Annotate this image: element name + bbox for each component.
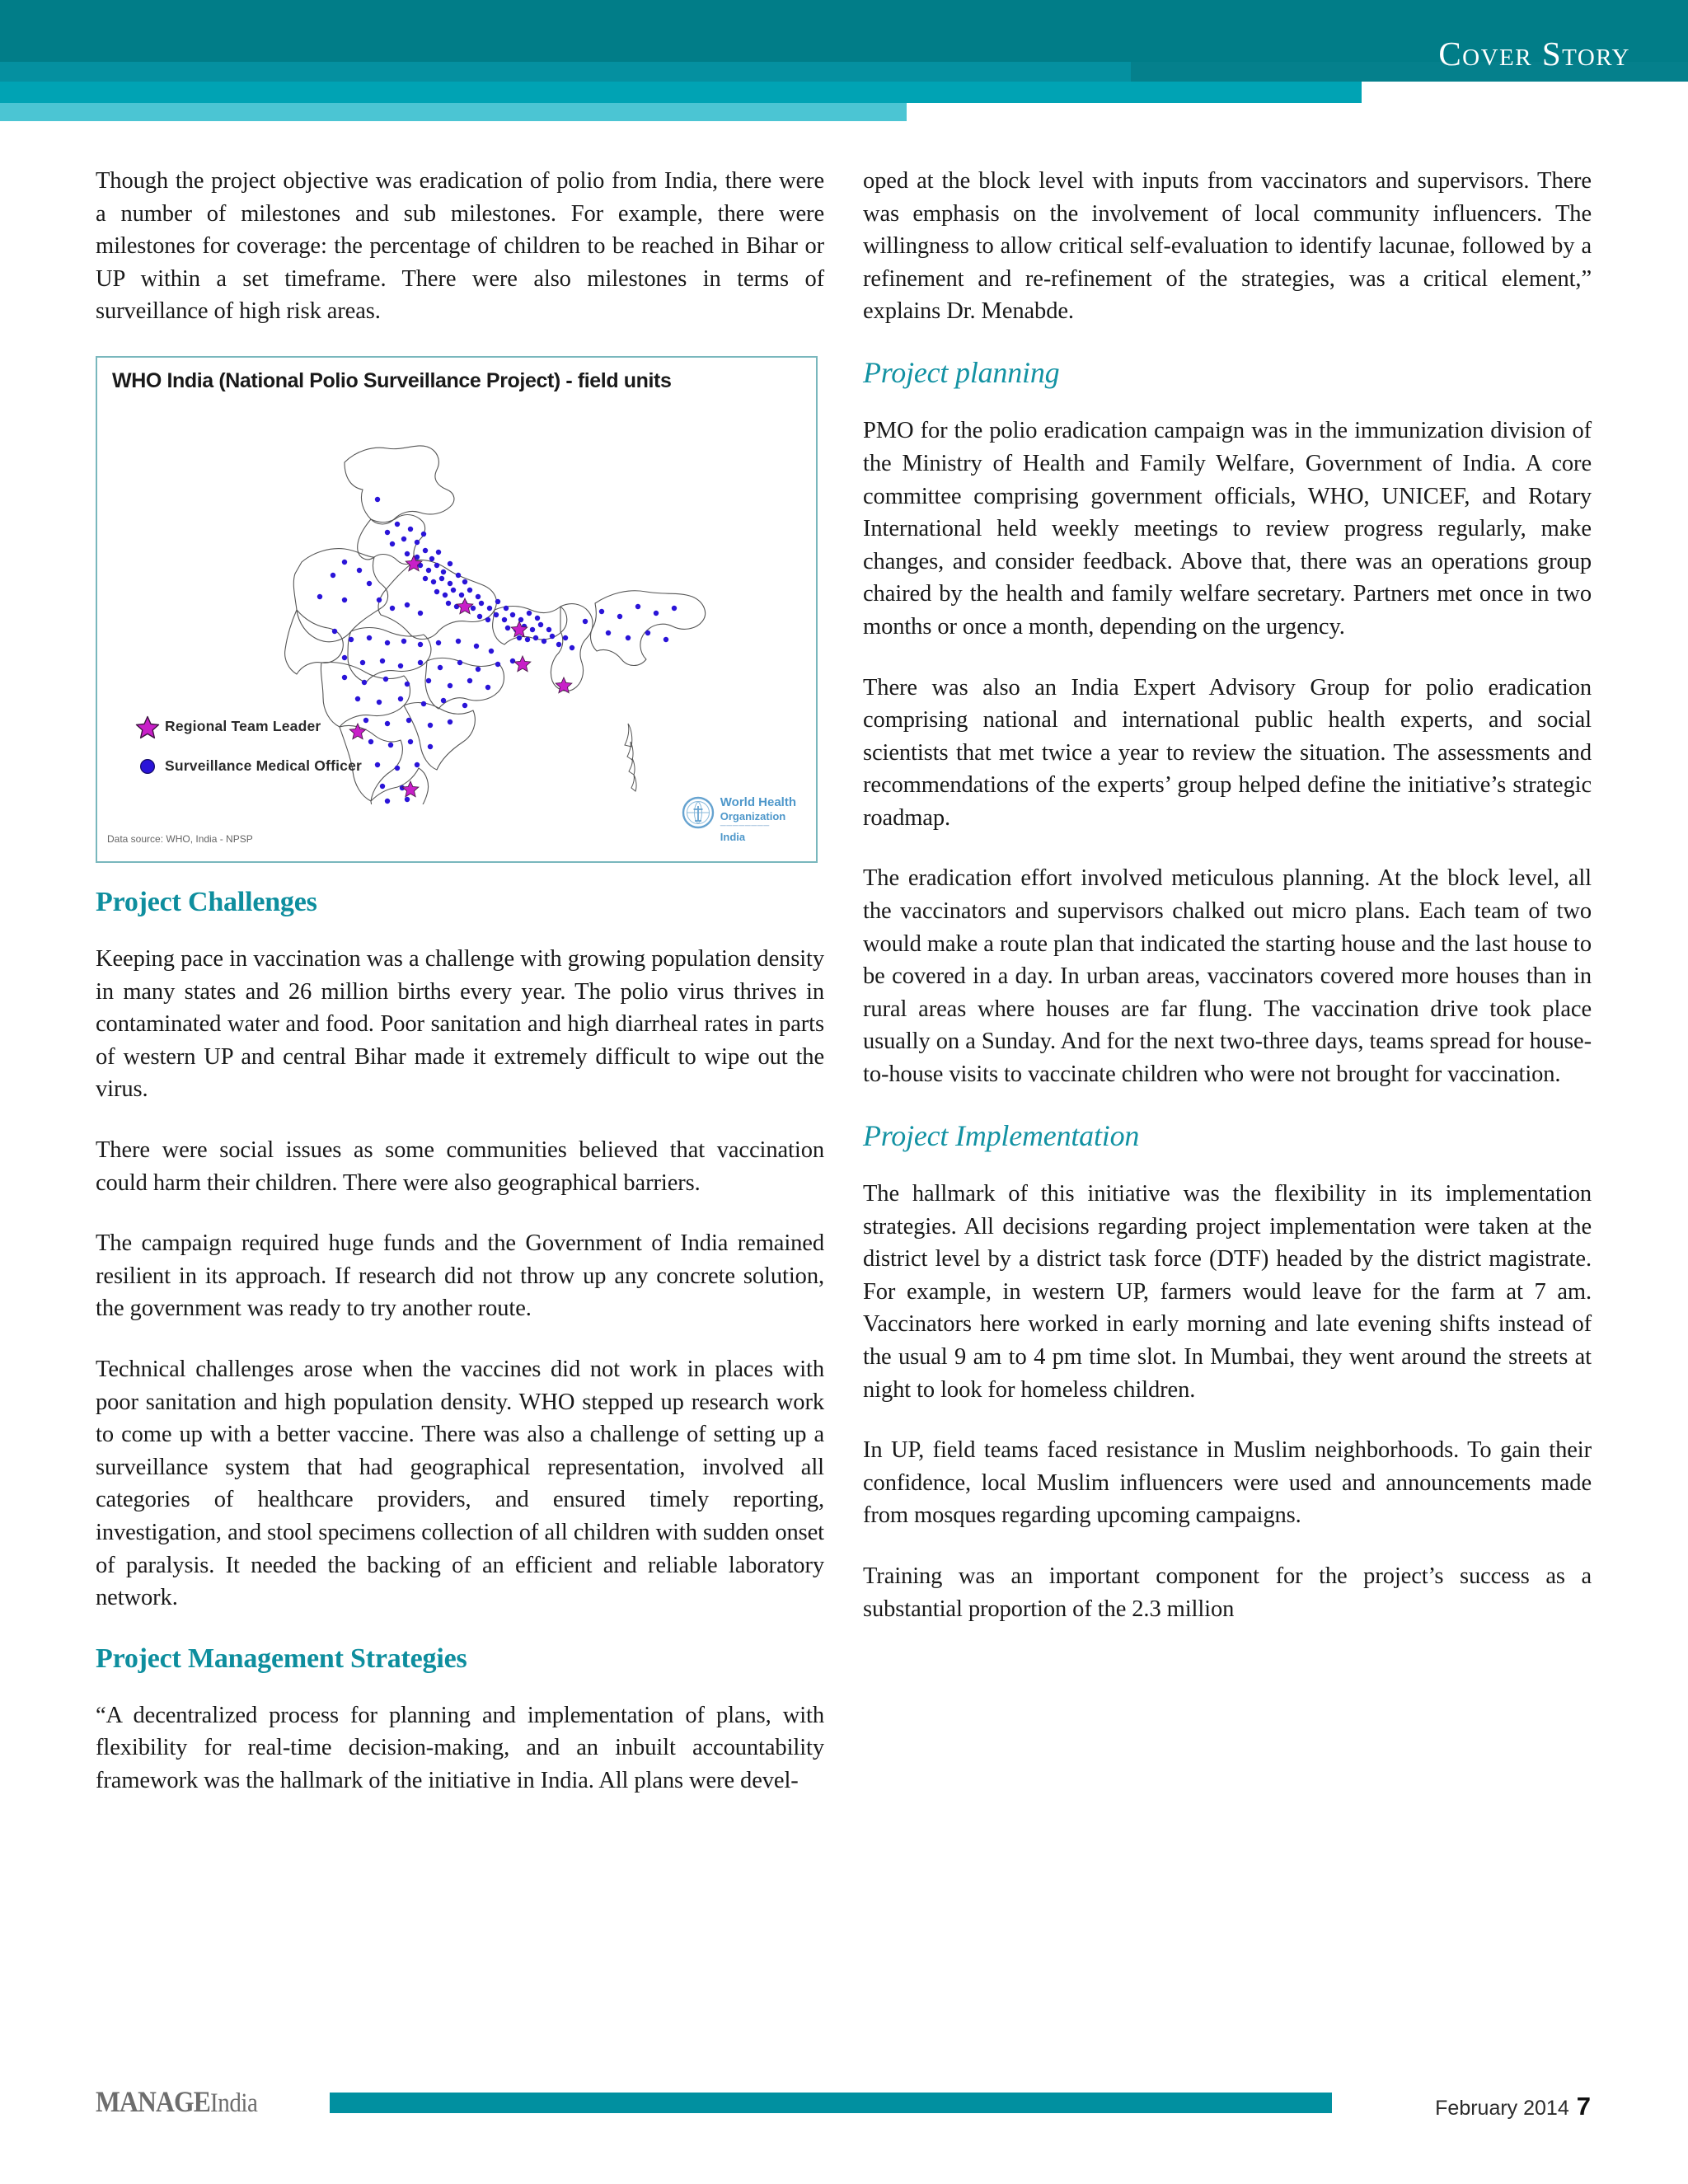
who-logo-line2: Organization [720,809,786,823]
who-logo-line3: India [720,830,746,843]
page-footer [0,2083,1688,2123]
page-content [96,165,1592,1797]
paragraph: Training was an important component for the project’s success as a substantial proportion of the 2.3 million [863,1563,1592,1622]
masthead-band-light [0,103,907,121]
page-masthead [0,0,1688,109]
paragraph: oped at the block level with inputs from vaccinators and supervisors. There was emphasis on the involvement of local community influencers. The willingness to allow critical self-evaluation to identify lacunae, followed by a refinement and re-refinement of the strategies, was a critical element,” explains Dr. Menabde. [863,168,1592,325]
left-column [96,165,824,1797]
page-number: 7 [1576,2092,1591,2121]
paragraph: The eradication effort involved meticulous planning. At the block level, all the vaccinators and supervisors chalked out micro plans. Each team of two would make a route plan that indicated the starting house and the last house to be covered in a day. In urban areas, vaccinators covered more houses than in rural areas where houses are far flung. The vaccination drive took place usually on a Sunday. And for the next two-three days, teams spread for house-to-house visits to vaccinate children who were not brought for vaccination. [863,865,1592,1088]
legend-label: Regional Team Leader [165,718,321,735]
who-logo-rule: ———————— [720,823,770,829]
masthead-band-bright [0,82,1362,103]
section-heading-project-challenges: Project Challenges [96,886,317,917]
footer-meta [1435,2092,1591,2121]
paragraph: There was also an India Expert Advisory Group for polio eradication comprising national and international public health experts, and social scientists that met twice a year to review the situation. The assessments and recommendations of the experts’ group helped define the initiative’s strategic roadmap. [863,674,1592,831]
paragraph: “A decentralized process for planning and implementation of plans, with flexibility for real-time decision-making, and an inbuilt accountability framework was the hallmark of the initiative in India. All plans were devel- [96,1702,824,1794]
publication-logo [96,2085,258,2120]
figure-source-note: Data source: WHO, India - NPSP [107,832,253,845]
paragraph: The campaign required huge funds and the Government of India remained resilient in its approach. If research did not throw up any concrete solution, the government was ready to try another route. [96,1230,824,1322]
brand-secondary: India [210,2088,258,2118]
figure-caption: WHO India (National Polio Surveillance Project) - field units [112,368,672,392]
legend-label: Surveillance Medical Officer [165,757,363,775]
paragraph: Keeping pace in vaccination was a challenge with growing population density in many states and 26 million births every year. The polio virus thrives in contaminated water and food. Poor sanitation and high diarrheal rates in parts of western UP and central Bihar made it extremely difficult to wipe out the virus. [96,946,824,1103]
masthead-band-medium [0,62,1131,82]
paragraph: There were social issues as some communities believed that vaccination could harm their children. There were also geographical barriers. [96,1137,824,1196]
two-column-layout [96,165,1592,1797]
who-india-field-units-figure [96,356,818,863]
section-title: Cover Story [1438,35,1630,73]
circle-icon [130,757,165,776]
star-icon [130,715,165,739]
right-column [863,165,1592,1625]
legend-item-regional-team-leader [130,716,460,738]
who-logo-text [720,796,796,843]
who-logo [682,796,796,843]
footer-divider-bar [330,2093,1332,2113]
paragraph: Though the project objective was eradication of polio from India, there were a number of milestones and sub milestones. For example, there were milestones for coverage: the percentage of children to be reached in Bihar or UP within a set timeframe. There were also milestones in terms of surveillance of high risk areas. [96,168,824,325]
brand-primary: MANAGE [96,2085,211,2118]
paragraph: Technical challenges arose when the vaccines did not work in places with poor sanitation and high population density. WHO stepped up research work to come up with a better vaccine. There was also a challenge of setting up a surveillance system that had geographical representation, involved all categories of healthcare providers, and ensured timely reporting, investigation, and stool specimens collection of all children with sudden onset of paralysis. It needed the backing of an efficient and reliable laboratory network. [96,1357,824,1611]
who-logo-line1: World Health [720,795,796,810]
issue-date: February 2014 [1435,2097,1569,2120]
who-emblem-icon [682,796,715,829]
legend-item-surveillance-medical-officer [130,756,460,777]
section-heading-project-planning: Project planning [863,355,1060,389]
paragraph: PMO for the polio eradication campaign was in the immunization division of the Ministry of Health and Family Welfare, Government of India. A core committee comprising government officials, WHO, UNICEF, and Rotary International held weekly meetings to review progress regularly, make changes, and consider feedback. Above that, there was an operations group chaired by the health and family welfare secretary. Partners met once in two months or once a month, depending on the urgency. [863,418,1592,640]
paragraph: The hallmark of this initiative was the flexibility in its implementation strategies. All decisions regarding project implementation were taken at the district level by a district task force (DTF) headed by the district magistrate. For example, in western UP, farmers would leave for the farm at 7 am. Vaccinators here worked in early morning and late evening shifts instead of the usual 9 am to 4 pm time slot. In Mumbai, they went around the streets at night to look for homeless children. [863,1181,1592,1403]
paragraph: In UP, field teams faced resistance in Muslim neighborhoods. To gain their confidence, local Muslim influencers were used and announcements made from mosques regarding upcoming campaigns. [863,1437,1592,1529]
figure-legend [130,716,460,795]
section-heading-project-implementation: Project Implementation [863,1118,1140,1152]
masthead-band-dark [0,0,1688,62]
section-heading-project-management-strategies: Project Management Strategies [96,1643,467,1674]
